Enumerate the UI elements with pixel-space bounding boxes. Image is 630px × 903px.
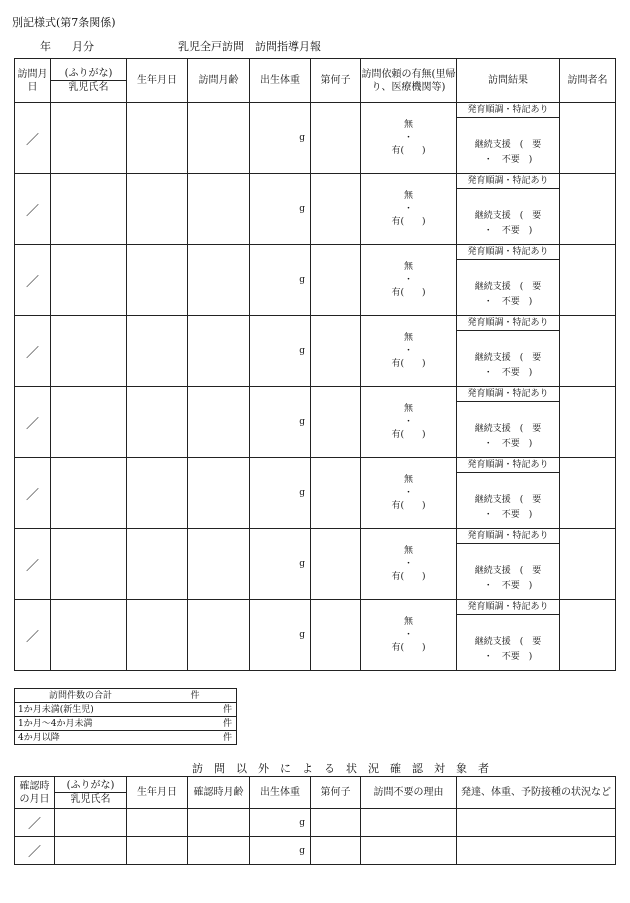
visit-age-cell[interactable] bbox=[188, 458, 250, 529]
result-support-line1: 継続支援 ( 要 bbox=[474, 566, 542, 576]
visit-age-cell[interactable] bbox=[188, 174, 250, 245]
infant-name-cell[interactable] bbox=[51, 174, 127, 245]
request-dot: ・ bbox=[403, 487, 413, 498]
visit-row bbox=[15, 316, 616, 387]
request-cell[interactable] bbox=[361, 174, 457, 245]
result-cell[interactable] bbox=[457, 174, 560, 245]
weight-unit: g bbox=[299, 630, 305, 640]
form-id: 別記様式(第7条関係) bbox=[12, 16, 116, 29]
result-support-line1: 継続支援 ( 要 bbox=[474, 637, 542, 647]
result-support-line2: ・ 不要 ) bbox=[483, 226, 533, 236]
birth-date-cell[interactable] bbox=[127, 103, 188, 174]
col-birth-date: 生年月日 bbox=[127, 777, 188, 809]
summary-row bbox=[15, 703, 237, 717]
visit-age-cell[interactable] bbox=[188, 529, 250, 600]
col-infant-name bbox=[55, 777, 127, 809]
visit-date-cell[interactable] bbox=[15, 387, 51, 458]
infant-name-cell[interactable] bbox=[51, 529, 127, 600]
result-support-line2: ・ 不要 ) bbox=[483, 439, 533, 449]
summary-row-label: 4か月以降 bbox=[15, 731, 185, 745]
result-cell[interactable] bbox=[457, 103, 560, 174]
col-no-visit-reason: 訪問不要の理由 bbox=[361, 777, 457, 809]
birth-order-cell[interactable] bbox=[311, 103, 361, 174]
request-cell[interactable] bbox=[361, 245, 457, 316]
col-birth-date: 生年月日 bbox=[127, 59, 188, 103]
infant-name-cell[interactable] bbox=[51, 245, 127, 316]
birth-order-cell[interactable] bbox=[311, 529, 361, 600]
request-none: 無 bbox=[403, 474, 413, 485]
request-none: 無 bbox=[403, 119, 413, 130]
col-birth-order: 第何子 bbox=[311, 777, 361, 809]
weight-unit: g bbox=[299, 133, 305, 143]
request-yes: 有( ) bbox=[391, 145, 426, 156]
visit-date-cell[interactable] bbox=[15, 103, 51, 174]
visit-date-cell[interactable] bbox=[15, 458, 51, 529]
infant-name-cell[interactable] bbox=[51, 387, 127, 458]
visit-table-header bbox=[15, 59, 616, 103]
result-support-line2: ・ 不要 ) bbox=[483, 368, 533, 378]
result-support-line2: ・ 不要 ) bbox=[483, 652, 533, 662]
summary-row-unit: 件 bbox=[185, 731, 237, 745]
col-birth-weight: 出生体重 bbox=[250, 59, 311, 103]
confirm-row bbox=[15, 809, 616, 837]
visitor-cell[interactable] bbox=[560, 245, 616, 316]
weight-unit: g bbox=[299, 346, 305, 356]
confirm-date-cell[interactable] bbox=[15, 837, 55, 865]
birth-weight-cell[interactable] bbox=[250, 387, 311, 458]
furigana-label: (ふりがな) bbox=[51, 67, 126, 81]
visitor-cell[interactable] bbox=[560, 458, 616, 529]
birth-order-cell[interactable] bbox=[311, 316, 361, 387]
summary-row-label: 1か月～4か月未満 bbox=[15, 717, 185, 731]
result-support bbox=[457, 615, 559, 665]
result-top: 発育順調・特記あり bbox=[457, 529, 559, 544]
visit-age-cell[interactable] bbox=[188, 316, 250, 387]
confirm-table-header bbox=[15, 777, 616, 809]
confirm-age-cell[interactable] bbox=[188, 837, 250, 865]
result-top: 発育順調・特記あり bbox=[457, 103, 559, 118]
result-cell[interactable] bbox=[457, 245, 560, 316]
summary-row bbox=[15, 717, 237, 731]
result-support-line2: ・ 不要 ) bbox=[483, 155, 533, 165]
summary-row-label: 1か月未満(新生児) bbox=[15, 703, 185, 717]
birth-weight-cell[interactable] bbox=[250, 809, 311, 837]
infant-name-cell[interactable] bbox=[51, 316, 127, 387]
visitor-cell[interactable] bbox=[560, 387, 616, 458]
result-support-line2: ・ 不要 ) bbox=[483, 510, 533, 520]
request-none: 無 bbox=[403, 332, 413, 343]
col-visitor: 訪問者名 bbox=[560, 59, 616, 103]
birth-weight-cell[interactable] bbox=[250, 458, 311, 529]
summary-table bbox=[14, 688, 237, 745]
result-support bbox=[457, 331, 559, 381]
visitor-cell[interactable] bbox=[560, 600, 616, 671]
request-yes: 有( ) bbox=[391, 429, 426, 440]
visitor-cell[interactable] bbox=[560, 529, 616, 600]
result-support bbox=[457, 260, 559, 310]
col-result: 訪問結果 bbox=[457, 59, 560, 103]
visitor-cell[interactable] bbox=[560, 174, 616, 245]
birth-date-cell[interactable] bbox=[127, 600, 188, 671]
infant-name-cell[interactable] bbox=[55, 809, 127, 837]
result-cell[interactable] bbox=[457, 458, 560, 529]
result-top: 発育順調・特記あり bbox=[457, 458, 559, 473]
infant-name-cell[interactable] bbox=[51, 458, 127, 529]
result-top: 発育順調・特記あり bbox=[457, 316, 559, 331]
birth-weight-cell[interactable] bbox=[250, 316, 311, 387]
summary-row-unit: 件 bbox=[185, 717, 237, 731]
visit-date-cell[interactable] bbox=[15, 174, 51, 245]
furigana-label: (ふりがな) bbox=[55, 779, 126, 793]
visit-age-cell[interactable] bbox=[188, 600, 250, 671]
visit-date-cell[interactable] bbox=[15, 316, 51, 387]
confirm-table bbox=[14, 776, 616, 865]
weight-unit: g bbox=[299, 275, 305, 285]
birth-order-cell[interactable] bbox=[311, 174, 361, 245]
date-mark: ／ bbox=[27, 817, 41, 832]
no-visit-reason-cell[interactable] bbox=[361, 837, 457, 865]
summary-total-row bbox=[15, 689, 237, 703]
result-support-line2: ・ 不要 ) bbox=[483, 581, 533, 591]
birth-weight-cell[interactable] bbox=[250, 600, 311, 671]
status-cell[interactable] bbox=[457, 809, 616, 837]
request-dot: ・ bbox=[403, 416, 413, 427]
visit-row bbox=[15, 174, 616, 245]
second-table-title: 訪 問 以 外 に よ る 状 況 確 認 対 象 者 bbox=[192, 762, 489, 775]
result-top: 発育順調・特記あり bbox=[457, 600, 559, 615]
result-support-line1: 継続支援 ( 要 bbox=[474, 424, 542, 434]
year-label: 年 bbox=[40, 40, 51, 53]
birth-date-cell[interactable] bbox=[127, 245, 188, 316]
weight-unit: g bbox=[299, 417, 305, 427]
birth-date-cell[interactable] bbox=[127, 809, 188, 837]
request-dot: ・ bbox=[403, 274, 413, 285]
weight-unit: g bbox=[299, 845, 305, 856]
confirm-age-cell[interactable] bbox=[188, 809, 250, 837]
summary-total-unit: 件 bbox=[185, 689, 237, 703]
request-cell[interactable] bbox=[361, 387, 457, 458]
request-yes: 有( ) bbox=[391, 500, 426, 511]
weight-unit: g bbox=[299, 817, 305, 828]
result-support bbox=[457, 118, 559, 168]
date-mark: ／ bbox=[27, 845, 41, 860]
date-mark: ／ bbox=[25, 558, 39, 574]
request-yes: 有( ) bbox=[391, 216, 426, 227]
summary-row bbox=[15, 731, 237, 745]
visitor-cell[interactable] bbox=[560, 316, 616, 387]
birth-date-cell[interactable] bbox=[127, 529, 188, 600]
birth-weight-cell[interactable] bbox=[250, 174, 311, 245]
request-none: 無 bbox=[403, 403, 413, 414]
result-top: 発育順調・特記あり bbox=[457, 174, 559, 189]
visit-row bbox=[15, 387, 616, 458]
date-mark: ／ bbox=[25, 132, 39, 148]
request-dot: ・ bbox=[403, 132, 413, 143]
infant-name-label: 乳児氏名 bbox=[68, 82, 109, 93]
request-none: 無 bbox=[403, 545, 413, 556]
result-top: 発育順調・特記あり bbox=[457, 245, 559, 260]
request-yes: 有( ) bbox=[391, 571, 426, 582]
visit-date-cell[interactable] bbox=[15, 600, 51, 671]
infant-name-label: 乳児氏名 bbox=[70, 794, 111, 805]
visit-row bbox=[15, 529, 616, 600]
result-support bbox=[457, 473, 559, 523]
col-request: 訪問依頼の有無(里帰り、医療機関等) bbox=[361, 59, 457, 103]
visit-table bbox=[14, 58, 616, 671]
request-yes: 有( ) bbox=[391, 358, 426, 369]
birth-order-cell[interactable] bbox=[311, 458, 361, 529]
birth-order-cell[interactable] bbox=[311, 245, 361, 316]
visit-age-cell[interactable] bbox=[188, 245, 250, 316]
visit-row bbox=[15, 458, 616, 529]
result-support bbox=[457, 402, 559, 452]
result-support-line1: 継続支援 ( 要 bbox=[474, 353, 542, 363]
request-dot: ・ bbox=[403, 203, 413, 214]
result-support-line2: ・ 不要 ) bbox=[483, 297, 533, 307]
request-cell[interactable] bbox=[361, 600, 457, 671]
confirm-row bbox=[15, 837, 616, 865]
confirm-date-cell[interactable] bbox=[15, 809, 55, 837]
request-dot: ・ bbox=[403, 345, 413, 356]
date-mark: ／ bbox=[25, 629, 39, 645]
birth-weight-cell[interactable] bbox=[250, 103, 311, 174]
col-visit-age: 訪問月齢 bbox=[188, 59, 250, 103]
report-title: 乳児全戸訪問 訪問指導月報 bbox=[178, 40, 321, 53]
result-cell[interactable] bbox=[457, 600, 560, 671]
request-dot: ・ bbox=[403, 629, 413, 640]
weight-unit: g bbox=[299, 204, 305, 214]
weight-unit: g bbox=[299, 488, 305, 498]
infant-name-cell[interactable] bbox=[55, 837, 127, 865]
visit-row bbox=[15, 245, 616, 316]
summary-total-label: 訪問件数の合計 bbox=[15, 689, 185, 703]
month-label: 月分 bbox=[72, 40, 94, 53]
infant-name-cell[interactable] bbox=[51, 600, 127, 671]
visit-row bbox=[15, 103, 616, 174]
request-none: 無 bbox=[403, 261, 413, 272]
date-mark: ／ bbox=[25, 203, 39, 219]
birth-order-cell[interactable] bbox=[311, 809, 361, 837]
result-cell[interactable] bbox=[457, 316, 560, 387]
col-confirm-age: 確認時月齢 bbox=[188, 777, 250, 809]
visit-age-cell[interactable] bbox=[188, 387, 250, 458]
birth-date-cell[interactable] bbox=[127, 837, 188, 865]
date-mark: ／ bbox=[25, 487, 39, 503]
weight-unit: g bbox=[299, 559, 305, 569]
request-cell[interactable] bbox=[361, 458, 457, 529]
date-mark: ／ bbox=[25, 416, 39, 432]
status-cell[interactable] bbox=[457, 837, 616, 865]
request-dot: ・ bbox=[403, 558, 413, 569]
birth-weight-cell[interactable] bbox=[250, 837, 311, 865]
birth-order-cell[interactable] bbox=[311, 600, 361, 671]
col-status: 発達、体重、予防接種の状況など bbox=[457, 777, 616, 809]
request-yes: 有( ) bbox=[391, 642, 426, 653]
result-support-line1: 継続支援 ( 要 bbox=[474, 140, 542, 150]
request-none: 無 bbox=[403, 190, 413, 201]
result-support-line1: 継続支援 ( 要 bbox=[474, 211, 542, 221]
birth-order-cell[interactable] bbox=[311, 837, 361, 865]
birth-date-cell[interactable] bbox=[127, 316, 188, 387]
visit-row bbox=[15, 600, 616, 671]
infant-name-cell[interactable] bbox=[51, 103, 127, 174]
result-cell[interactable] bbox=[457, 387, 560, 458]
request-cell[interactable] bbox=[361, 103, 457, 174]
request-none: 無 bbox=[403, 616, 413, 627]
birth-date-cell[interactable] bbox=[127, 387, 188, 458]
summary-row-unit: 件 bbox=[185, 703, 237, 717]
visit-date-cell[interactable] bbox=[15, 529, 51, 600]
birth-date-cell[interactable] bbox=[127, 458, 188, 529]
visit-date-cell[interactable] bbox=[15, 245, 51, 316]
col-confirm-date: 確認時の月日 bbox=[15, 777, 55, 809]
birth-weight-cell[interactable] bbox=[250, 245, 311, 316]
no-visit-reason-cell[interactable] bbox=[361, 809, 457, 837]
col-visit-date: 訪問月日 bbox=[15, 59, 51, 103]
result-support-line1: 継続支援 ( 要 bbox=[474, 282, 542, 292]
result-top: 発育順調・特記あり bbox=[457, 387, 559, 402]
birth-weight-cell[interactable] bbox=[250, 529, 311, 600]
result-cell[interactable] bbox=[457, 529, 560, 600]
birth-order-cell[interactable] bbox=[311, 387, 361, 458]
request-yes: 有( ) bbox=[391, 287, 426, 298]
col-birth-order: 第何子 bbox=[311, 59, 361, 103]
col-birth-weight: 出生体重 bbox=[250, 777, 311, 809]
birth-date-cell[interactable] bbox=[127, 174, 188, 245]
result-support bbox=[457, 189, 559, 239]
date-mark: ／ bbox=[25, 274, 39, 290]
col-infant-name bbox=[51, 59, 127, 103]
request-cell[interactable] bbox=[361, 316, 457, 387]
result-support-line1: 継続支援 ( 要 bbox=[474, 495, 542, 505]
request-cell[interactable] bbox=[361, 529, 457, 600]
visit-age-cell[interactable] bbox=[188, 103, 250, 174]
date-mark: ／ bbox=[25, 345, 39, 361]
visitor-cell[interactable] bbox=[560, 103, 616, 174]
result-support bbox=[457, 544, 559, 594]
